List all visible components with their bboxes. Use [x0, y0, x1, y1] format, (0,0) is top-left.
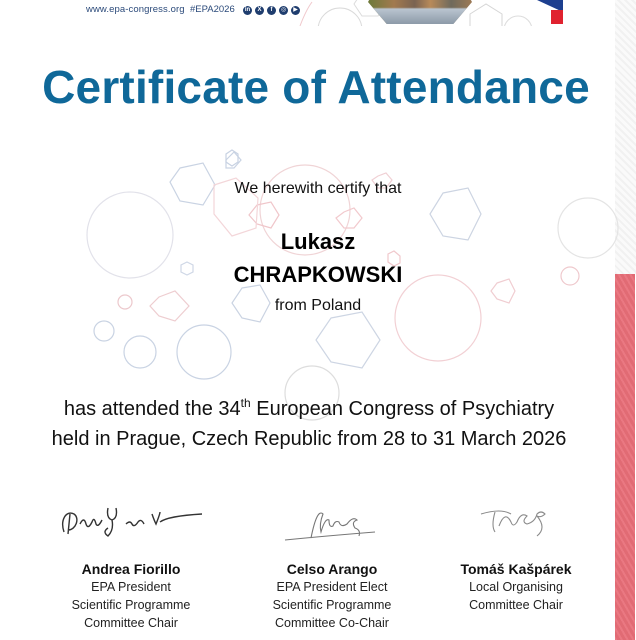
signature-image: [232, 500, 432, 558]
linkedin-icon[interactable]: in: [244, 7, 251, 13]
signature-image: [416, 500, 616, 558]
hashtag: #EPA2026: [190, 4, 235, 15]
statement-part-2: European Congress of Psychiatry: [250, 398, 555, 420]
signatory-role: Committee Co-Chair: [275, 616, 389, 630]
certify-text: We herewith certify that: [234, 180, 402, 197]
signatory-role: Scientific Programme: [272, 598, 392, 612]
website-link[interactable]: www.epa-congress.org: [86, 4, 185, 15]
facebook-icon[interactable]: f: [267, 6, 276, 15]
signatory-1: [31, 500, 231, 632]
statement-part-1: has attended the 34: [63, 398, 241, 420]
signatory-2: [232, 500, 432, 632]
signatory-name: Tomáš Kašpárek: [460, 561, 572, 577]
ordinal-suffix: th: [240, 396, 251, 410]
attendee-last-name: CHRAPKOWSKI: [233, 262, 403, 287]
youtube-icon[interactable]: ▶: [291, 6, 300, 15]
signatory-role: EPA President: [91, 580, 171, 594]
attendee-country: from Poland: [274, 297, 362, 314]
signatory-3: [416, 500, 616, 614]
certificate-title: Certificate of Attendance: [42, 61, 590, 113]
attendance-statement-line2: held in Prague, Czech Republic from 28 to 31 March 2026: [51, 428, 567, 450]
signatory-name: Celso Arango: [286, 561, 378, 577]
attendee-first-name: Lukasz: [280, 229, 356, 254]
signatory-role: Local Organising: [469, 580, 563, 594]
signatory-role: Scientific Programme: [71, 598, 191, 612]
instagram-icon[interactable]: ◎: [280, 7, 287, 13]
signatory-role: EPA President Elect: [276, 580, 388, 594]
signatory-name: Andrea Fiorillo: [81, 561, 181, 577]
signatory-role: Committee Chair: [469, 598, 563, 612]
x-icon[interactable]: X: [255, 6, 264, 15]
attendance-statement-line1: [0, 398, 618, 421]
signature-image: [31, 500, 231, 558]
signatory-role: Committee Chair: [84, 616, 178, 630]
